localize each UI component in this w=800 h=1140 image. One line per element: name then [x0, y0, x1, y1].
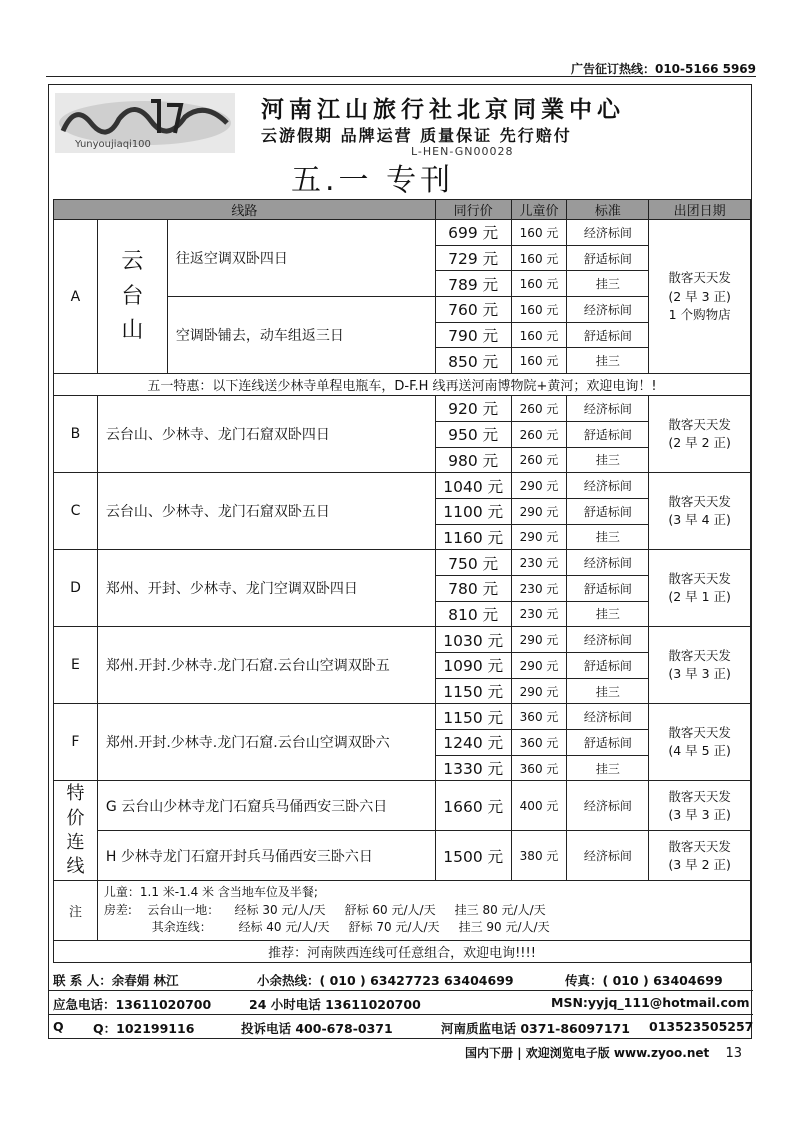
route-name: 郑州.开封.少林寺.龙门石窟.云台山空调双卧六: [97, 704, 435, 781]
route-name: 往返空调双卧四日: [167, 220, 435, 297]
standard: 舒适标间: [567, 421, 649, 447]
departure: 散客天天发 (2 早 2 正): [649, 396, 751, 473]
contact-row: [49, 991, 753, 1015]
child-price: 360 元: [511, 704, 567, 730]
notes-label: 注: [54, 881, 98, 940]
col-peer-price: 同行价: [435, 200, 511, 220]
col-child-price: 儿童价: [511, 200, 567, 220]
child-price: 160 元: [511, 271, 567, 297]
route-name: 云台山、少林寺、龙门石窟双卧四日: [97, 396, 435, 473]
peer-price: 920 元: [435, 396, 511, 422]
standard: 经济标间: [567, 550, 649, 576]
peer-price: 789 元: [435, 271, 511, 297]
destination: 云 台 山: [97, 220, 167, 374]
note-child: 儿童：1.1 米-1.4 米 含当地车位及半餐;: [103, 885, 318, 900]
standard: 舒适标间: [567, 575, 649, 601]
route-code: E: [54, 627, 98, 704]
standard: 挂三: [567, 271, 649, 297]
table-row: [54, 704, 751, 730]
contact-block: [49, 967, 753, 1039]
agency-name: 河南江山旅行社北京同業中心: [261, 97, 625, 123]
standard: 舒适标间: [567, 730, 649, 756]
route-name: G 云台山少林寺龙门石窟兵马俑西安三卧六日: [97, 781, 435, 831]
peer-price: 1660 元: [435, 781, 511, 831]
special-lines-label: 特 价 连 线: [54, 781, 98, 881]
standard: 挂三: [567, 524, 649, 550]
note-room-diff-1: 房差: 云台山一地： 经标 30 元/人/天 舒标 60 元/人/天 挂三 80 元/人/天: [103, 902, 546, 917]
standard: 挂三: [567, 348, 649, 374]
mobile-phone: 013523505257: [649, 1019, 754, 1034]
standard: 经济标间: [567, 220, 649, 246]
standard: 舒适标间: [567, 245, 649, 271]
departure: 散客天天发 (3 早 3 正): [649, 627, 751, 704]
route-name: 郑州、开封、少林寺、龙门空调双卧四日: [97, 550, 435, 627]
peer-price: 980 元: [435, 447, 511, 473]
peer-price: 1160 元: [435, 524, 511, 550]
child-price: 290 元: [511, 678, 567, 704]
peer-price: 1150 元: [435, 678, 511, 704]
departure: 散客天天发 (2 早 1 正): [649, 550, 751, 627]
peer-price: 850 元: [435, 348, 511, 374]
complaint-phone: 投诉电话 400-678-0371: [241, 1021, 393, 1036]
peer-price: 1090 元: [435, 653, 511, 679]
agency-slogan: 云游假期 品牌运营 质量保证 先行赔付: [261, 126, 572, 145]
child-price: 160 元: [511, 245, 567, 271]
standard: 经济标间: [567, 297, 649, 323]
standard: 挂三: [567, 678, 649, 704]
col-route: 线路: [54, 200, 436, 220]
standard: 挂三: [567, 755, 649, 781]
msn-contact: MSN:yyjq_111@hotmail.com: [551, 995, 750, 1010]
table-row: [54, 550, 751, 576]
standard: 舒适标间: [567, 653, 649, 679]
special-offer-note: 五一特惠：以下连线送少林寺单程电瓶车，D-F.H 线再送河南博物院+黄河；欢迎电询！!: [54, 374, 751, 396]
departure: 散客天天发 (3 早 3 正): [649, 781, 751, 831]
standard: 经济标间: [567, 831, 649, 881]
standard: 舒适标间: [567, 322, 649, 348]
peer-price: 729 元: [435, 245, 511, 271]
note-room-diff-2: 其余连线： 经标 40 元/人/天 舒标 70 元/人/天 挂三 90 元/人/天: [151, 920, 550, 935]
contact-row: [49, 967, 753, 991]
child-price: 290 元: [511, 498, 567, 524]
child-price: 260 元: [511, 447, 567, 473]
route-code: C: [54, 473, 98, 550]
route-name: 云台山、少林寺、龙门石窟双卧五日: [97, 473, 435, 550]
peer-price: 950 元: [435, 421, 511, 447]
logo-image: [55, 93, 235, 153]
emergency-phone: 应急电话：13611020700: [53, 997, 212, 1012]
departure: 散客天天发 (4 早 5 正): [649, 704, 751, 781]
standard: 舒适标间: [567, 498, 649, 524]
fax-number: 传真：( 010 ) 63404699: [565, 973, 723, 988]
xiaoyu-hotline: 小余热线：( 010 ) 63427723 63404699: [257, 973, 514, 988]
peer-price: 760 元: [435, 297, 511, 323]
child-price: 400 元: [511, 781, 567, 831]
standard: 经济标间: [567, 627, 649, 653]
brochure-frame: [48, 84, 752, 1039]
child-price: 360 元: [511, 755, 567, 781]
child-price: 260 元: [511, 396, 567, 422]
qq-number: Q：102199116: [93, 1021, 195, 1036]
child-price: 160 元: [511, 297, 567, 323]
peer-price: 810 元: [435, 601, 511, 627]
standard: 经济标间: [567, 781, 649, 831]
quality-phone: 河南质监电话 0371-86097171: [441, 1021, 630, 1036]
page-number: 13: [725, 1046, 742, 1061]
col-departure: 出团日期: [649, 200, 751, 220]
phone-24h: 24 小时电话 13611020700: [249, 997, 421, 1012]
contact-row: [49, 1015, 753, 1039]
departure: 散客天天发 (3 早 2 正): [649, 831, 751, 881]
child-price: 160 元: [511, 220, 567, 246]
recommend-note: 推荐：河南陕西连线可任意组合，欢迎电询!!!!: [54, 940, 751, 962]
peer-price: 1150 元: [435, 704, 511, 730]
child-price: 290 元: [511, 627, 567, 653]
special-offer-row: [54, 374, 751, 396]
peer-price: 780 元: [435, 575, 511, 601]
page-footer: [465, 1044, 742, 1061]
peer-price: 790 元: [435, 322, 511, 348]
ad-hotline: 广告征订热线：010-5166 5969: [570, 62, 756, 76]
route-name: H 少林寺龙门石窟开封兵马俑西安三卧六日: [97, 831, 435, 881]
child-price: 160 元: [511, 348, 567, 374]
license-number: L-HEN-GN00028: [411, 145, 514, 158]
peer-price: 1240 元: [435, 730, 511, 756]
route-code: F: [54, 704, 98, 781]
peer-price: 1500 元: [435, 831, 511, 881]
child-price: 230 元: [511, 575, 567, 601]
table-row: [54, 781, 751, 831]
header: [49, 85, 753, 199]
peer-price: 1040 元: [435, 473, 511, 499]
table-row: [54, 831, 751, 881]
table-header-row: [54, 200, 751, 220]
route-code: B: [54, 396, 98, 473]
peer-price: 750 元: [435, 550, 511, 576]
route-name: 空调卧铺去，动车组返三日: [167, 297, 435, 374]
child-price: 160 元: [511, 322, 567, 348]
child-price: 360 元: [511, 730, 567, 756]
recommend-row: [54, 940, 751, 962]
issue-title: 五.一 专刊: [291, 163, 455, 198]
table-row: [54, 220, 751, 246]
col-standard: 标准: [567, 200, 649, 220]
child-price: 290 元: [511, 524, 567, 550]
child-price: 290 元: [511, 473, 567, 499]
table-row: [54, 396, 751, 422]
child-price: 380 元: [511, 831, 567, 881]
table-row: [54, 473, 751, 499]
standard: 挂三: [567, 601, 649, 627]
standard: 经济标间: [567, 396, 649, 422]
standard: 经济标间: [567, 473, 649, 499]
departure: 散客天天发 (3 早 4 正): [649, 473, 751, 550]
qq-label: Q: [53, 1019, 64, 1034]
footer-text: 国内下册 | 欢迎浏览电子版 www.zyoo.net: [465, 1046, 710, 1060]
svg-text:Yunyoujiaqi100: Yunyoujiaqi100: [75, 139, 151, 150]
table-row: [54, 627, 751, 653]
route-name: 郑州.开封.少林寺.龙门石窟.云台山空调双卧五: [97, 627, 435, 704]
route-code: A: [54, 220, 98, 374]
child-price: 260 元: [511, 421, 567, 447]
notes-row: [54, 881, 751, 940]
child-price: 290 元: [511, 653, 567, 679]
route-code: D: [54, 550, 98, 627]
child-price: 230 元: [511, 550, 567, 576]
peer-price: 1030 元: [435, 627, 511, 653]
standard: 挂三: [567, 447, 649, 473]
contact-person: 联 系 人：余春娟 林江: [53, 973, 179, 988]
price-table: [53, 199, 751, 963]
peer-price: 699 元: [435, 220, 511, 246]
notes-content: [97, 881, 750, 940]
peer-price: 1100 元: [435, 498, 511, 524]
departure: 散客天天发 (2 早 3 正) 1 个购物店: [649, 220, 751, 374]
child-price: 230 元: [511, 601, 567, 627]
top-divider: [46, 76, 756, 77]
peer-price: 1330 元: [435, 755, 511, 781]
standard: 经济标间: [567, 704, 649, 730]
